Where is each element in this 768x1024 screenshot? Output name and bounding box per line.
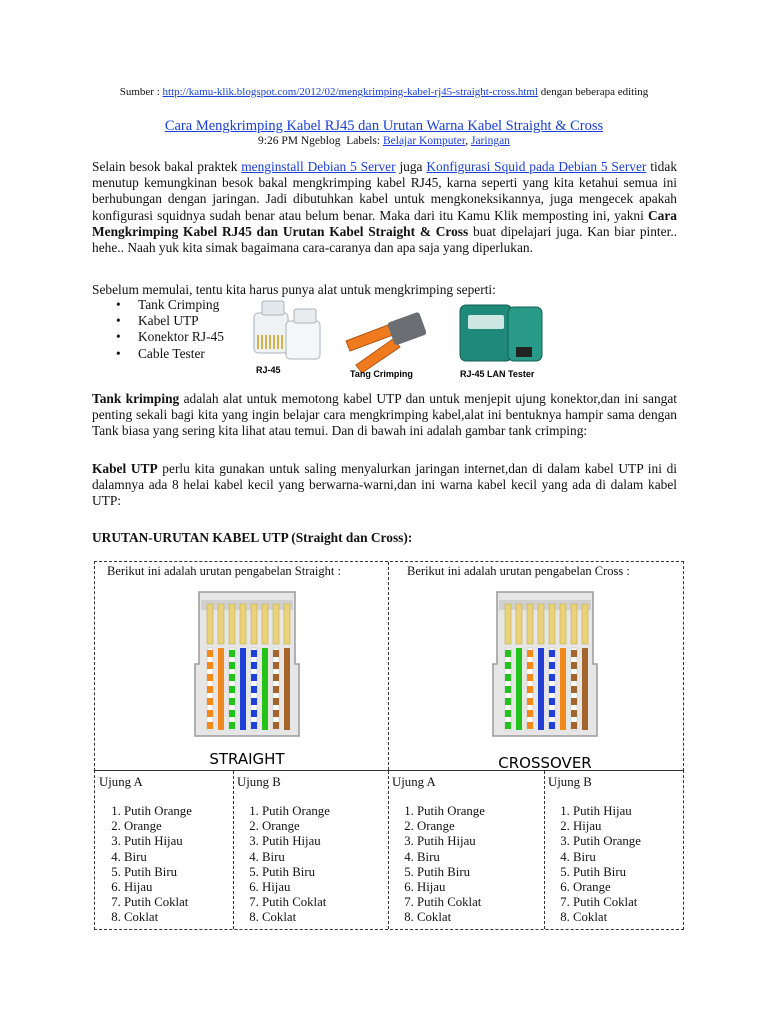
list-item: 6. Hijau	[124, 880, 233, 895]
crossover-wire-2	[516, 648, 522, 730]
wiring-lists	[94, 770, 684, 930]
straight-wire-5-stripe	[251, 722, 257, 729]
list-item: 1. Putih Orange	[124, 804, 233, 819]
list-item: 6. Hijau	[417, 880, 544, 895]
list-item: 3. Putih Hijau	[417, 834, 544, 849]
cross-ujung-a	[388, 771, 544, 929]
list-item: 2. Orange	[262, 819, 388, 834]
labels-prefix: Labels:	[346, 135, 383, 147]
straight-wire-7-stripe	[273, 662, 279, 669]
list-item: 2. Hijau	[573, 819, 684, 834]
crimping-bold: Tank krimping	[92, 391, 180, 406]
crossover-wire-1-stripe	[505, 698, 511, 705]
straight-wire-5-stripe	[251, 650, 257, 657]
list-item: 6. Orange	[573, 880, 684, 895]
debian-link[interactable]: menginstall Debian 5 Server	[241, 159, 396, 174]
straight-pin-5	[251, 604, 257, 644]
straight-pin-6	[262, 604, 268, 644]
caption-crimping: Tang Crimping	[350, 369, 413, 379]
straight-wire-5-stripe	[251, 686, 257, 693]
intro-paragraph	[92, 159, 677, 256]
straight-wire-3-stripe	[229, 662, 235, 669]
straight-wire-3-stripe	[229, 722, 235, 729]
list-item: 8. Coklat	[262, 910, 388, 925]
list-item: 4. Biru	[262, 850, 388, 865]
list-item: 2. Orange	[124, 819, 233, 834]
straight-caption: Berikut ini adalah urutan pengabelan Straight :	[107, 564, 341, 578]
crossover-wire-5-stripe	[549, 722, 555, 729]
crossover-wire-1-stripe	[505, 686, 511, 693]
straight-wire-1-stripe	[207, 674, 213, 681]
list-item: 4. Biru	[573, 850, 684, 865]
list-item: 4. Biru	[124, 850, 233, 865]
list-item: 2. Orange	[417, 819, 544, 834]
crossover-pin-6	[560, 604, 566, 644]
straight-diagram	[187, 586, 307, 768]
crossover-wire-7-stripe	[571, 662, 577, 669]
crossover-wire-3-stripe	[527, 662, 533, 669]
straight-wire-3-stripe	[229, 698, 235, 705]
crossover-wire-3-stripe	[527, 698, 533, 705]
crossover-wire-5-stripe	[549, 650, 555, 657]
straight-pin-3	[229, 604, 235, 644]
utp-paragraph	[92, 461, 677, 510]
list-item: 7. Putih Coklat	[262, 895, 388, 910]
straight-wire-3-stripe	[229, 686, 235, 693]
list-item: 8. Coklat	[573, 910, 684, 925]
crossover-wire-1-stripe	[505, 710, 511, 717]
crossover-wire-3-stripe	[527, 650, 533, 657]
diagram-box	[94, 561, 684, 771]
list-item: 8. Coklat	[124, 910, 233, 925]
straight-wire-7-stripe	[273, 650, 279, 657]
crossover-wire-7-stripe	[571, 698, 577, 705]
post-meta: 9:26 PM Ngeblog Labels: Belajar Komputer, Jaringan	[258, 135, 510, 147]
list-item: 1. Putih Hijau	[573, 804, 684, 819]
list-item: 3. Putih Orange	[573, 834, 684, 849]
intro-bold: Cara Mengkrimping Kabel RJ45 dan Urutan Kabel Straight & Cross	[92, 207, 677, 239]
crossover-wire-5-stripe	[549, 710, 555, 717]
straight-pin-1	[207, 604, 213, 644]
crossover-wire-3-stripe	[527, 674, 533, 681]
straight-wire-5-stripe	[251, 698, 257, 705]
crimping-tool-icon	[346, 312, 427, 373]
post-time: 9:26 PM	[258, 135, 298, 147]
crossover-wire-1-stripe	[505, 722, 511, 729]
list-item: 3. Putih Hijau	[262, 834, 388, 849]
intro-text-3: tidak menutup kemungkinan besok bakal mengkrimping kabel RJ45, karna seperti yang kita ketahui semua ini berhubungan dengan jaringan. Jadi dibutuhkan kabel untuk mengkoneksikannya, juga mengecek apakah konfigurasi squidnya sudah benar atau belum benar. Maka dari itu Kamu Klik memposting ini, yakni	[92, 159, 678, 223]
crossover-wire-3-stripe	[527, 686, 533, 693]
intro-text-1: Selain besok bakal praktek	[92, 159, 242, 174]
straight-wire-5-stripe	[251, 662, 257, 669]
crossover-wire-7-stripe	[571, 710, 577, 717]
crossover-wire-7-stripe	[571, 722, 577, 729]
cable-tester-icon	[460, 305, 542, 361]
crossover-pin-3	[527, 604, 533, 644]
crossover-wire-5-stripe	[549, 698, 555, 705]
cross-ujung-b	[544, 771, 684, 929]
crossover-wire-1-stripe	[505, 650, 511, 657]
post-author: Ngeblog	[300, 135, 341, 147]
crossover-wire-4	[538, 648, 544, 730]
straight-wire-5-stripe	[251, 710, 257, 717]
list-item: 4. Biru	[417, 850, 544, 865]
straight-wire-3-stripe	[229, 674, 235, 681]
utp-text: perlu kita gunakan untuk saling menyalurkan jaringan internet,dan di dalam kabel UTP ini di dalamnya ada 8 helai kabel kecil yang berwarna-warni,dan ini warna kabel kecil yang ada di dalam kabel UTP:	[92, 461, 677, 509]
straight-wire-1-stripe	[207, 686, 213, 693]
crossover-pin-8	[582, 604, 588, 644]
crossover-wire-5-stripe	[549, 674, 555, 681]
section-title: URUTAN-URUTAN KABEL UTP (Straight dan Cross):	[92, 530, 413, 545]
list-item: 8. Coklat	[417, 910, 544, 925]
straight-wire-1-stripe	[207, 650, 213, 657]
list-item: 7. Putih Coklat	[124, 895, 233, 910]
crossover-diagram	[485, 586, 605, 768]
crimping-text: adalah alat untuk memotong kabel UTP dan untuk menjepit ujung konektor,dan ini sangat penting sekali bagi kita yang ingin belajar cara mengkrimping kabel,alat ini bentuknya hampir sama dengan Tank biasa yang sering kita lihat atau temui. Dan di bawah ini adalah gambar tank crimping:	[92, 391, 677, 439]
straight-wire-7-stripe	[273, 698, 279, 705]
utp-bold: Kabel UTP	[92, 461, 158, 476]
straight-wire-7-stripe	[273, 710, 279, 717]
straight-wire-3-stripe	[229, 710, 235, 717]
crossover-wire-1-stripe	[505, 674, 511, 681]
straight-label: STRAIGHT	[209, 750, 285, 768]
crossover-wire-8	[582, 648, 588, 730]
tools-image	[238, 295, 548, 381]
crossover-wire-1-stripe	[505, 662, 511, 669]
straight-wire-4	[240, 648, 246, 730]
crossover-pin-2	[516, 604, 522, 644]
source-link[interactable]: http://kamu-klik.blogspot.com/2012/02/mengkrimping-kabel-rj45-straight-cross.html	[162, 86, 538, 98]
intro-text-2: juga	[395, 159, 427, 174]
straight-wire-7-stripe	[273, 674, 279, 681]
crossover-pin-1	[505, 604, 511, 644]
list-item: • Cable Tester	[116, 346, 224, 362]
crossover-wire-6	[560, 648, 566, 730]
rj45-connector-icon	[254, 301, 320, 359]
straight-ujung-a	[95, 771, 233, 929]
list-item: • Konektor RJ-45	[116, 329, 224, 345]
post-title	[0, 118, 768, 135]
crossover-wire-5-stripe	[549, 662, 555, 669]
column-heading: Ujung A	[99, 775, 143, 789]
list-item: 3. Putih Hijau	[124, 834, 233, 849]
straight-wire-1-stripe	[207, 662, 213, 669]
straight-wire-7-stripe	[273, 686, 279, 693]
list-item: 6. Hijau	[262, 880, 388, 895]
list-item: 7. Putih Coklat	[417, 895, 544, 910]
tools-intro: Sebelum memulai, tentu kita harus punya alat untuk mengkrimping seperti:	[92, 282, 496, 297]
list-item: • Tank Crimping	[116, 297, 224, 313]
straight-wire-8	[284, 648, 290, 730]
label-link-belajar[interactable]: Belajar Komputer	[382, 135, 466, 147]
column-heading: Ujung A	[392, 775, 436, 789]
source-line	[0, 86, 768, 98]
caption-tester: RJ-45 LAN Tester	[460, 369, 535, 379]
list-item: 5. Putih Biru	[417, 865, 544, 880]
crossover-pin-7	[571, 604, 577, 644]
list-item: 1. Putih Orange	[262, 804, 388, 819]
straight-wire-2	[218, 648, 224, 730]
straight-wire-3-stripe	[229, 650, 235, 657]
squid-link[interactable]: Konfigurasi Squid pada Debian 5 Server	[426, 159, 647, 174]
post-title-link[interactable]: Cara Mengkrimping Kabel RJ45 dan Urutan Warna Kabel Straight & Cross	[164, 118, 604, 134]
crossover-wire-7-stripe	[571, 674, 577, 681]
straight-wire-1-stripe	[207, 710, 213, 717]
source-suffix: dengan beberapa editing	[538, 86, 649, 98]
crossover-label: CROSSOVER	[498, 754, 592, 768]
straight-wire-1-stripe	[207, 722, 213, 729]
crossover-wire-5-stripe	[549, 686, 555, 693]
intro-text-4: buat dipelajari juga. Kan biar pinter.. hehe.. Naah yuk kita simak bagaimana cara-caranya dan apa saja yang diperlukan.	[92, 223, 678, 256]
list-item: 5. Putih Biru	[124, 865, 233, 880]
crossover-pin-4	[538, 604, 544, 644]
crossover-wire-7-stripe	[571, 686, 577, 693]
label-link-jaringan[interactable]: Jaringan	[470, 135, 510, 147]
list-item: 1. Putih Orange	[417, 804, 544, 819]
source-label: Sumber :	[119, 86, 163, 98]
list-item: 5. Putih Biru	[262, 865, 388, 880]
cross-caption: Berikut ini adalah urutan pengabelan Cross :	[407, 564, 630, 578]
list-item: 5. Putih Biru	[573, 865, 684, 880]
crossover-wire-7-stripe	[571, 650, 577, 657]
straight-wire-5-stripe	[251, 674, 257, 681]
straight-wire-6	[262, 648, 268, 730]
straight-pin-4	[240, 604, 246, 644]
crossover-wire-3-stripe	[527, 710, 533, 717]
straight-ujung-b	[233, 771, 388, 929]
column-heading: Ujung B	[237, 775, 281, 789]
list-item: • Kabel UTP	[116, 313, 224, 329]
straight-wire-7-stripe	[273, 722, 279, 729]
straight-pin-8	[284, 604, 290, 644]
tools-list	[116, 297, 224, 362]
straight-wire-1-stripe	[207, 698, 213, 705]
crimping-paragraph	[92, 391, 677, 440]
list-item: 7. Putih Coklat	[573, 895, 684, 910]
straight-pin-2	[218, 604, 224, 644]
crossover-pin-5	[549, 604, 555, 644]
crossover-wire-3-stripe	[527, 722, 533, 729]
straight-pin-7	[273, 604, 279, 644]
column-heading: Ujung B	[548, 775, 592, 789]
caption-rj45: RJ-45	[256, 365, 281, 375]
